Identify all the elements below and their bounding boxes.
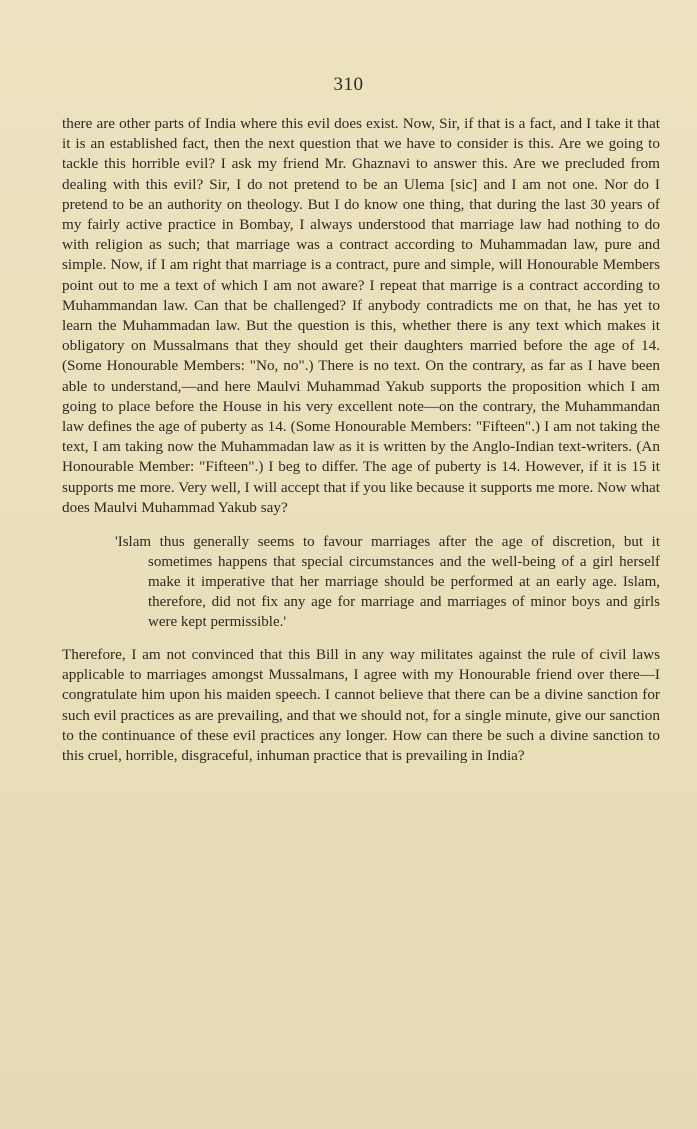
- page-number: 310: [333, 74, 364, 95]
- block-quote: 'Islam thus generally seems to favour marriages after the age of discretion, but it sometimes happens that special circumstances and the well-being of a girl herself make it imperative that her marriage should be performed at an early age. Islam, therefore, did not fix any age for marriage and marriages of minor boys and girls were kept permissible.': [115, 534, 660, 631]
- body-text: [62, 114, 660, 766]
- paragraph-1: there are other parts of India where this evil does exist. Now, Sir, if that is a fact, and I take it that it is an established fact, then the next question that we have to consider is this. Are we going to tackle this horrible evil? I ask my friend Mr. Ghaznavi to answer this. Are we precluded from dealing with this evil? Sir, I do not pretend to be an Ulema [sic] and I am not one. Nor do I pretend to be an authority on theology. But I do know one thing, that during the last 30 years of my fairly active practice in Bombay, I always understood that marriage law had nothing to do with religion as such; that marriage was a contract according to Muhammadan law, pure and simple. Now, if I am right that marriage is a contract, pure and simple, will Honourable Members point out to me a text of which I am not aware? I repeat that marrige is a contract according to Muhammandan law. Can that be challenged? If anybody contradicts me on that, he has yet to learn the Muhammadan law. But the question is this, whether there is any text which makes it obligatory on Mussalmans that they should get their daughters married before the age of 14. (Some Honourable Members: "No, no".) There is no text. On the contrary, as far as I have been able to understand,—and here Maulvi Muhammad Yakub supports the proposition which I am going to place before the House in his very excellent note—on the contrary, the Muhammandan law defines the age of puberty as 14. (Some Honourable Members: "Fifteen".) I am not taking the text, I am taking now the Muhammadan law as it is written by the Anglo-Indian text-writers. (An Honourable Member: "Fifteen".) I beg to differ. The age of puberty is 14. However, if it is 15 it supports me more. Very well, I will accept that if you like because it supports me more. Now what does Maulvi Muhammad Yakub say?: [62, 115, 660, 516]
- paragraph-2: Therefore, I am not convinced that this Bill in any way militates against the rule of civil laws applicable to marriages amongst Mussalmans, I agree with my Honourable friend over there—I congratulate him upon his maiden speech. I cannot believe that there can be a divine sanction for such evil practices as are prevailing, and that we should not, for a single minute, give our sanction to the continuance of these evil practices any longer. How can there be such a divine sanction to this cruel, horrible, disgraceful, inhuman practice that is prevailing in India?: [62, 646, 660, 765]
